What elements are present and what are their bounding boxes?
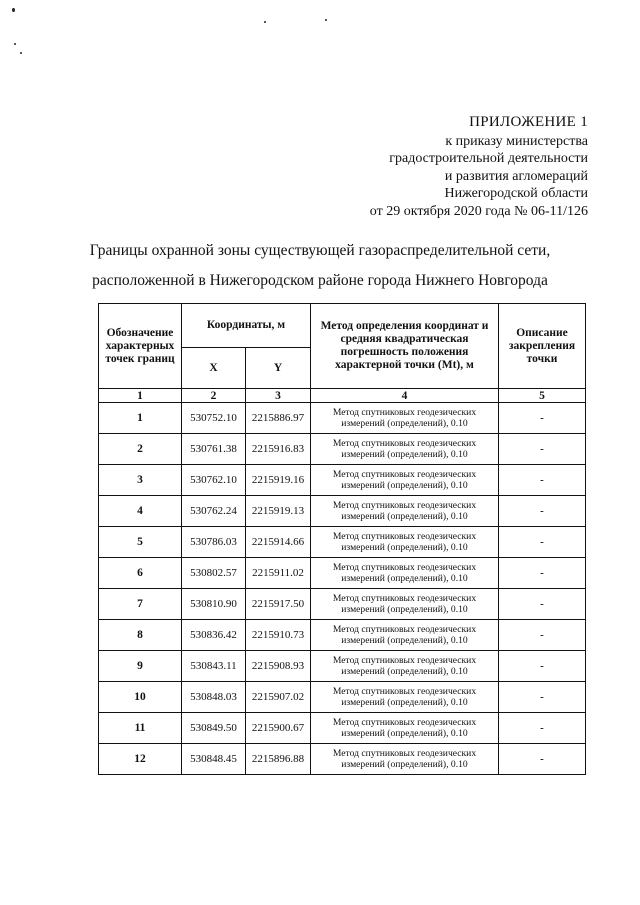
document-title <box>0 236 640 296</box>
method-text: Метод спутниковых геодезических измерений (определений), 0.10 <box>311 713 499 744</box>
table-row <box>99 682 586 713</box>
coordinate-x: 530762.10 <box>182 465 246 496</box>
method-text: Метод спутниковых геодезических измерений (определений), 0.10 <box>311 527 499 558</box>
document-title-line-1: Границы охранной зоны существующей газораспределительной сети, <box>89 242 551 259</box>
fixing-description: - <box>499 682 586 713</box>
fixing-description: - <box>499 496 586 527</box>
scan-speck <box>12 8 15 12</box>
scan-speck <box>264 21 266 23</box>
coordinate-x: 530761.38 <box>182 434 246 465</box>
header-line: Нижегородской области <box>444 186 588 202</box>
point-number: 4 <box>99 496 182 527</box>
point-number: 5 <box>99 527 182 558</box>
coordinate-y: 2215896.88 <box>246 744 311 775</box>
appendix-title: ПРИЛОЖЕНИЕ 1 <box>469 114 588 130</box>
coordinates-table <box>98 303 586 775</box>
coordinate-x: 530848.45 <box>182 744 246 775</box>
table-row <box>99 558 586 589</box>
table-row <box>99 434 586 465</box>
header-designation: Обозначение характерных точек границ <box>99 304 182 389</box>
coordinate-y: 2215900.67 <box>246 713 311 744</box>
coordinate-y: 2215914.66 <box>246 527 311 558</box>
scan-speck <box>14 43 16 45</box>
method-text: Метод спутниковых геодезических измерений (определений), 0.10 <box>311 682 499 713</box>
header-method: Метод определения координат и средняя квадратическая погрешность положения характерной точки (Mt), м <box>311 304 499 389</box>
coordinate-y: 2215917.50 <box>246 589 311 620</box>
coordinate-y: 2215886.97 <box>246 403 311 434</box>
column-index: 5 <box>499 389 586 403</box>
table-body <box>99 403 586 775</box>
coordinate-x: 530849.50 <box>182 713 246 744</box>
appendix-header <box>370 114 588 221</box>
column-index: 2 <box>182 389 246 403</box>
fixing-description: - <box>499 434 586 465</box>
coordinate-y: 2215911.02 <box>246 558 311 589</box>
table-row <box>99 403 586 434</box>
column-index: 4 <box>311 389 499 403</box>
point-number: 10 <box>99 682 182 713</box>
method-text: Метод спутниковых геодезических измерений (определений), 0.10 <box>311 558 499 589</box>
coordinate-y: 2215907.02 <box>246 682 311 713</box>
point-number: 8 <box>99 620 182 651</box>
coordinate-x: 530752.10 <box>182 403 246 434</box>
header-date-line: от 29 октября 2020 года № 06-11/126 <box>369 203 588 219</box>
method-text: Метод спутниковых геодезических измерений (определений), 0.10 <box>311 496 499 527</box>
method-text: Метод спутниковых геодезических измерений (определений), 0.10 <box>311 465 499 496</box>
table-row <box>99 465 586 496</box>
coordinate-y: 2215908.93 <box>246 651 311 682</box>
point-number: 11 <box>99 713 182 744</box>
method-text: Метод спутниковых геодезических измерений (определений), 0.10 <box>311 744 499 775</box>
fixing-description: - <box>499 620 586 651</box>
coordinate-x: 530802.57 <box>182 558 246 589</box>
fixing-description: - <box>499 651 586 682</box>
coordinate-x: 530810.90 <box>182 589 246 620</box>
document-title-line-2: расположенной в Нижегородском районе города Нижнего Новгорода <box>92 272 548 289</box>
point-number: 3 <box>99 465 182 496</box>
table-row <box>99 527 586 558</box>
coordinate-y: 2215919.13 <box>246 496 311 527</box>
fixing-description: - <box>499 527 586 558</box>
header-line: и развития агломераций <box>444 168 588 184</box>
coordinate-y: 2215919.16 <box>246 465 311 496</box>
scan-speck <box>20 52 22 54</box>
point-number: 2 <box>99 434 182 465</box>
coordinate-x: 530848.03 <box>182 682 246 713</box>
column-index: 1 <box>99 389 182 403</box>
fixing-description: - <box>499 558 586 589</box>
header-line: градостроительной деятельности <box>389 151 588 167</box>
point-number: 7 <box>99 589 182 620</box>
method-text: Метод спутниковых геодезических измерений (определений), 0.10 <box>311 403 499 434</box>
point-number: 9 <box>99 651 182 682</box>
table-row <box>99 744 586 775</box>
fixing-description: - <box>499 744 586 775</box>
coordinate-x: 530843.11 <box>182 651 246 682</box>
coordinate-x: 530762.24 <box>182 496 246 527</box>
coordinate-y: 2215916.83 <box>246 434 311 465</box>
point-number: 12 <box>99 744 182 775</box>
table-row <box>99 496 586 527</box>
coordinate-x: 530836.42 <box>182 620 246 651</box>
table-row <box>99 651 586 682</box>
header-x: X <box>182 348 246 389</box>
point-number: 6 <box>99 558 182 589</box>
fixing-description: - <box>499 403 586 434</box>
method-text: Метод спутниковых геодезических измерений (определений), 0.10 <box>311 651 499 682</box>
header-y: Y <box>246 348 311 389</box>
column-index: 3 <box>246 389 311 403</box>
fixing-description: - <box>499 589 586 620</box>
table-row <box>99 713 586 744</box>
scan-speck <box>325 19 327 21</box>
method-text: Метод спутниковых геодезических измерений (определений), 0.10 <box>311 589 499 620</box>
header-line: к приказу министерства <box>445 133 588 149</box>
header-coordinates: Координаты, м <box>182 304 311 348</box>
table-row <box>99 620 586 651</box>
table-row <box>99 589 586 620</box>
header-description: Описание закрепления точки <box>499 304 586 389</box>
point-number: 1 <box>99 403 182 434</box>
coordinate-y: 2215910.73 <box>246 620 311 651</box>
coordinate-x: 530786.03 <box>182 527 246 558</box>
fixing-description: - <box>499 713 586 744</box>
method-text: Метод спутниковых геодезических измерений (определений), 0.10 <box>311 434 499 465</box>
fixing-description: - <box>499 465 586 496</box>
method-text: Метод спутниковых геодезических измерений (определений), 0.10 <box>311 620 499 651</box>
